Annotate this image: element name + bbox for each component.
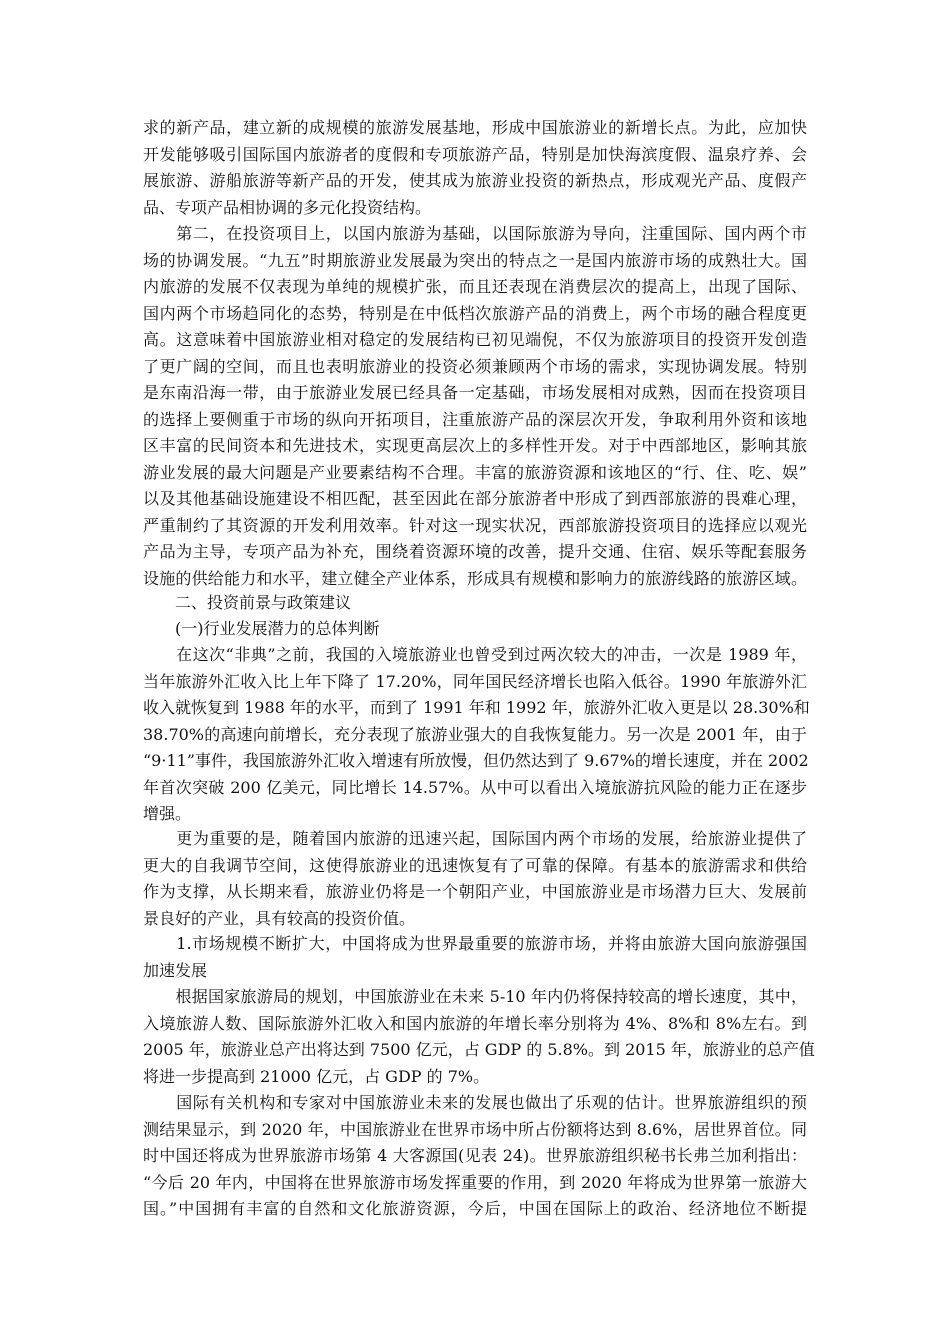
text-line: 时中国还将成为世界旅游市场第 4 大客源国(见表 24)。世界旅游组织秘书长弗兰加利指出：: [143, 1146, 807, 1165]
text-line: 设施的供给能力和水平，建立健全产业体系，形成具有规模和影响力的旅游线路的旅游区域。: [143, 568, 807, 588]
paragraph-national-plan: [143, 984, 815, 1090]
text-line: 增强。: [143, 804, 192, 823]
text-line: 更大的自我调节空间，这使得旅游业的迅速恢复有了可靠的保障。有基本的旅游需求和供给: [143, 855, 807, 875]
text-line: 测结果显示，到 2020 年，中国旅游业在世界市场中所占份额将达到 8.6%，居世界首位。同: [143, 1119, 807, 1139]
text-line: 展旅游、游船旅游等新产品的开发，使其成为旅游业投资的新热点，形成观光产品、度假产: [143, 171, 807, 190]
text-line: 区丰富的民间资本和先进技术，实现更高层次上的多样性开发。对于中西部地区，影响其旅: [143, 436, 807, 455]
text-line: 年首次突破 200 亿美元，同比增长 14.57%。从中可以看出入境旅游抗风险的能力正在逐步: [143, 777, 807, 797]
text-line: 1.市场规模不断扩大，中国将成为世界最重要的旅游市场，并将由旅游大国向旅游强国: [143, 934, 807, 953]
text-line: 景良好的产业，具有较高的投资价值。: [143, 908, 416, 928]
text-line: 根据国家旅游局的规划，中国旅游业在未来 5-10 年内仍将保持较高的增长速度，其中，: [143, 987, 807, 1006]
text-line: “今后 20 年内，中国将在世界旅游市场发挥重要的作用，到 2020 年将成为世界第一旅游大: [143, 1172, 807, 1192]
subsection-heading: [143, 616, 807, 643]
text-line: 产品为主导，专项产品为补充，围绕着资源环境的改善，提升交通、住宿、娱乐等配套服务: [143, 542, 807, 561]
text-line: 更为重要的是，随着国内旅游的迅速兴起，国际国内两个市场的发展，给旅游业提供了: [143, 829, 807, 848]
text-line: 加速发展: [143, 960, 208, 980]
text-line: 内旅游的发展不仅表现为单纯的规模扩张，而且还表现在消费层次的提高上，出现了国际、: [143, 277, 807, 296]
text-line: 38.70%的高速向前增长，充分表现了旅游业强大的自我恢复能力。另一次是 2001 年，由于: [143, 724, 807, 744]
paragraph-market-scale: [143, 931, 807, 984]
paragraph-world-forecast: [143, 1090, 807, 1223]
text-line: 作为支撑，从长期来看，旅游业仍将是一个朝阳产业，中国旅游业是市场潜力巨大、发展前: [143, 882, 807, 901]
text-line: 以及其他基础设施建设不相匹配，甚至因此在部分旅游者中形成了到西部旅游的畏难心理，: [143, 489, 807, 508]
text-line: “9·11”事件，我国旅游外汇收入增速有所放慢，但仍然达到了 9.67%的增长速度，并在 2002: [143, 751, 809, 770]
section-heading-text: 二、投资前景与政策建议: [143, 593, 352, 612]
text-line: 求的新产品，建立新的成规模的旅游发展基地，形成中国旅游业的新增长点。为此，应加快: [143, 118, 807, 137]
text-line: 当年旅游外汇收入比上年下降了 17.20%，同年国民经济增长也陷入低谷。1990 年旅游外汇: [143, 671, 807, 691]
text-line: 入境旅游人数、国际旅游外汇收入和国内旅游的年增长率分别将为 4%、8%和 8%左右。到: [143, 1013, 807, 1033]
text-line: 国。”中国拥有丰富的自然和文化旅游资源，今后，中国在国际上的政治、经济地位不断提: [143, 1199, 807, 1218]
paragraph-investment-projects: [143, 221, 807, 592]
text-line: 严重制约了其资源的开发利用效率。针对这一现实状况，西部旅游投资项目的选择应以观光: [143, 515, 807, 535]
text-line: 收入就恢复到 1988 年的水平，而到了 1991 年和 1992 年，旅游外汇收入更是以 28.30%和: [143, 698, 810, 717]
text-line: 国际有关机构和专家对中国旅游业未来的发展也做出了乐观的估计。世界旅游组织的预: [143, 1093, 807, 1112]
paragraph-new-products: [143, 115, 807, 221]
text-line: 是东南沿海一带，由于旅游业发展已经具备一定基础，市场发展相对成熟，因而在投资项目: [143, 383, 807, 402]
text-line: 场的协调发展。“九五”时期旅游业发展最为突出的特点之一是国内旅游市场的成熟壮大。国: [143, 250, 807, 270]
text-line: 高。这意味着中国旅游业相对稳定的发展结构已初见端倪，不仅为旅游项目的投资开发创造: [143, 330, 807, 349]
text-line: 开发能够吸引国际国内旅游者的度假和专项旅游产品，特别是加快海滨度假、温泉疗养、会: [143, 144, 807, 164]
text-line: 国内两个市场趋同化的态势，特别是在中低档次旅游产品的消费上，两个市场的融合程度更: [143, 303, 807, 323]
text-line: 的选择上要侧重于市场的纵向开拓项目，注重旅游产品的深层次开发，争取利用外资和该地: [143, 409, 807, 429]
text-line: 第二，在投资项目上，以国内旅游为基础，以国际旅游为导向，注重国际、国内两个市: [143, 224, 807, 243]
text-line: 在这次“非典”之前，我国的入境旅游业也曾受到过两次较大的冲击，一次是 1989 年，: [143, 645, 807, 664]
paragraph-domestic-growth: [143, 826, 807, 932]
text-line: 游业发展的最大问题是产业要素结构不合理。丰富的旅游资源和该地区的“行、住、吃、娱”: [143, 462, 807, 482]
text-line: 将进一步提高到 21000 亿元，占 GDP 的 7%。: [143, 1066, 490, 1086]
section-heading: [143, 590, 807, 617]
paragraph-sars-impact: [143, 642, 810, 828]
text-line: 了更广阔的空间，而且也表明旅游业的投资必须兼顾两个市场的需求，实现协调发展。特别: [143, 356, 807, 376]
text-line: 2005 年，旅游业总产出将达到 7500 亿元，占 GDP 的 5.8%。到 2015 年，旅游业的总产值: [143, 1040, 815, 1059]
text-line: 品、专项产品相协调的多元化投资结构。: [143, 197, 432, 217]
subsection-heading-text: (一)行业发展潜力的总体判断: [143, 619, 380, 638]
